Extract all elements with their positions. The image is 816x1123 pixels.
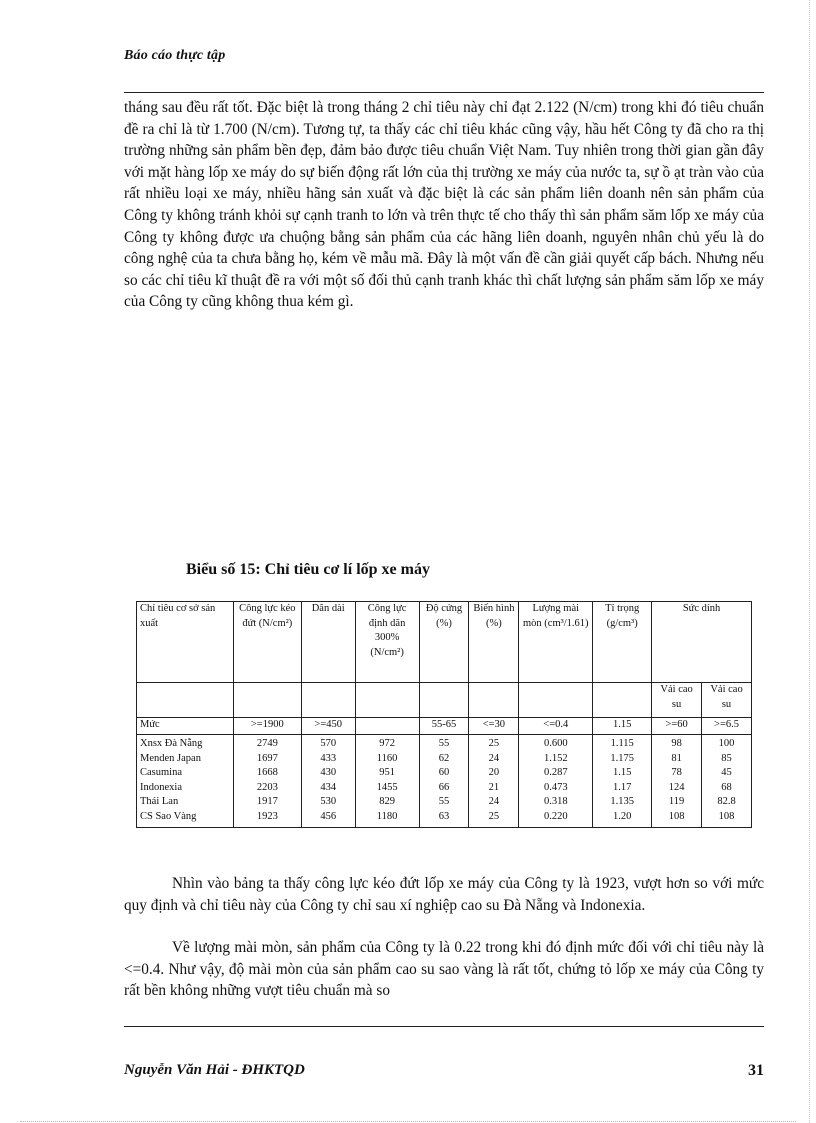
table-cell: 24 [488,796,500,808]
producer-name: Menden Japan [140,752,201,764]
adhesion-b-values [702,735,752,828]
tensile-300-values [355,735,419,828]
standard-value: >=6.5 [702,718,752,735]
header-producer: Chỉ tiêu cơ sở sản xuất [137,602,234,683]
table-cell: 60 [438,767,450,779]
header-elongation: Dãn dài [301,602,355,683]
standard-value: >=60 [652,718,702,735]
header-tensile: Công lực kéo đứt (N/cm²) [233,602,301,683]
subheader-adhesion-b: Vải cao su [702,683,752,718]
table-cell: 85 [721,752,732,764]
table-cell: 433 [320,752,337,764]
standard-value: >=1900 [233,718,301,735]
table-cell: 63 [438,810,450,822]
deformation-values [469,735,519,828]
table-cell: 62 [438,752,450,764]
standard-value: <=0.4 [519,718,593,735]
header-hardness: Độ cứng (%) [419,602,469,683]
table-header-row [137,602,752,683]
table-cell: 45 [721,767,732,779]
table-cell: 430 [320,767,337,779]
table-cell: 1.152 [543,752,568,764]
table-cell: 570 [320,738,337,749]
table-title: Biểu số 15: Chỉ tiêu cơ lí lốp xe máy [186,561,430,578]
table-cell: 124 [668,781,685,793]
producer-name: Indonexia [140,781,182,793]
abrasion-values [519,735,593,828]
table-standard-row [137,718,752,735]
standard-label: Mức [137,718,234,735]
producer-name: Xnsx Đà Nẵng [140,738,203,749]
page-number: 31 [748,1062,764,1079]
producer-name: CS Sao Vàng [140,810,197,822]
table-cell: 1180 [376,810,398,822]
table-cell: 0.318 [543,796,568,808]
subheader-adhesion-a: Vải cao su [652,683,702,718]
tensile-values [233,735,301,828]
table-cell: 78 [671,767,682,779]
table-cell: 0.600 [543,738,568,749]
standard-value: >=450 [301,718,355,735]
table-cell: 108 [718,810,735,822]
paragraph-analysis-abrasion: Về lượng mài mòn, sản phẩm của Công ty là 0.22 trong khi đó định mức đối với chỉ tiêu này là <=0.4. Như vậy, độ mài mòn của sản phẩm cao su sao vàng là rất tốt, chứng tỏ lốp xe máy của Công ty rất bền không những vượt tiêu chuẩn mà so [124,939,764,1000]
table-cell: 66 [438,781,450,793]
producer-names [137,735,234,828]
standard-value: <=30 [469,718,519,735]
table-cell: 25 [488,810,500,822]
header-deformation: Biến hình (%) [469,602,519,683]
table-cell: 55 [438,738,450,749]
table-cell: 119 [668,796,685,808]
page-edge-dotted-vertical [809,0,810,1123]
table-cell: 108 [668,810,685,822]
table-cell: 1455 [376,781,398,793]
table-cell: 20 [488,767,500,779]
table-cell: 98 [671,738,682,749]
table-cell: 1.20 [613,810,632,822]
table-cell: 0.220 [543,810,568,822]
header-tensile-300: Công lực định dãn 300% (N/cm²) [355,602,419,683]
table-cell: 1.135 [610,796,634,808]
density-values [593,735,652,828]
table-cell: 530 [320,796,337,808]
page-edge-dotted-line [20,1121,796,1122]
hardness-values [419,735,469,828]
header-title: Báo cáo thực tập [124,48,226,63]
table-cell: 100 [718,738,735,749]
spec-table [136,601,752,828]
table-cell: 1.17 [613,781,632,793]
header-abrasion: Lượng mài mòn (cm³/1.61) [519,602,593,683]
table-cell: 82.8 [717,796,736,808]
table-cell: 1.15 [613,767,632,779]
table-cell: 951 [379,767,395,779]
header-density: Tỉ trọng (g/cm³) [593,602,652,683]
table-cell: 1.175 [610,752,634,764]
table-cell: 0.473 [543,781,568,793]
table-cell: 1697 [256,752,278,764]
standard-value: 55-65 [419,718,469,735]
standard-value [355,718,419,735]
table-cell: 2749 [256,738,278,749]
table-cell: 0.287 [543,767,568,779]
table-cell: 456 [320,810,337,822]
header-adhesion: Sức dính [652,602,752,683]
adhesion-a-values [652,735,702,828]
elongation-values [301,735,355,828]
table-cell: 1.115 [610,738,634,749]
footer-author: Nguyễn Văn Hải - ĐHKTQD [124,1062,305,1078]
producer-name: Thái Lan [140,796,179,808]
table-cell: 1917 [256,796,278,808]
table-cell: 1160 [376,752,398,764]
table-data-row [137,735,752,828]
table-cell: 434 [320,781,337,793]
producer-name: Casumina [140,767,182,779]
header-rule [124,92,764,93]
table-cell: 68 [721,781,732,793]
paragraph-intro: tháng sau đều rất tốt. Đặc biệt là trong tháng 2 chỉ tiêu này chỉ đạt 2.122 (N/cm) trong khi đó tiêu chuẩn đề ra chỉ là từ 1.700 (N/cm). Tương tự, ta thấy các chỉ tiêu khác cũng vậy, hầu hết Công ty đã cho ra thị trường những sản phẩm bền đẹp, đảm bảo được tiêu chuẩn Việt Nam. Tuy nhiên trong thời gian gần đây với mặt hàng lốp xe máy do sự biến động rất lớn của thị trường xe máy của nước ta, sự ồ ạt tràn vào của rất nhiều loại xe máy, nhiều hãng sản xuất và đặc biệt là các sản phẩm liên doanh nên sản phẩm của Công ty không tránh khỏi sự cạnh tranh to lớn và trên thực tế cho thấy thì sản phẩm săm lốp xe máy của Công ty không được ưa chuộng bằng sản phẩm của các hãng liên doanh, nguyên nhân chủ yếu là do công nghệ của ta chưa bằng họ, kém về mẫu mã. Đây là một vấn đề cần giải quyết cấp bách. Nhưng nếu so các chỉ tiêu kĩ thuật đề ra với một số đối thủ cạnh tranh khác thì chất lượng sản phẩm săm lốp xe máy của Công ty cũng không thua kém gì. [124,99,764,311]
standard-value: 1.15 [593,718,652,735]
table-cell: 1923 [256,810,278,822]
table-cell: 25 [488,738,500,749]
table-cell: 24 [488,752,500,764]
table-cell: 972 [379,738,395,749]
table-cell: 829 [379,796,395,808]
table-cell: 21 [488,781,500,793]
footer-rule [124,1026,764,1027]
table-subheader-row [137,683,752,718]
table-cell: 81 [671,752,682,764]
table-cell: 1668 [256,767,278,779]
table-cell: 2203 [256,781,278,793]
table-cell: 55 [438,796,450,808]
paragraph-analysis-tensile: Nhìn vào bảng ta thấy công lực kéo đứt lốp xe máy của Công ty là 1923, vượt hơn so với mức quy định và chỉ tiêu này của Công ty chỉ sau xí nghiệp cao su Đà Nẵng và Indonexia. [124,875,764,914]
